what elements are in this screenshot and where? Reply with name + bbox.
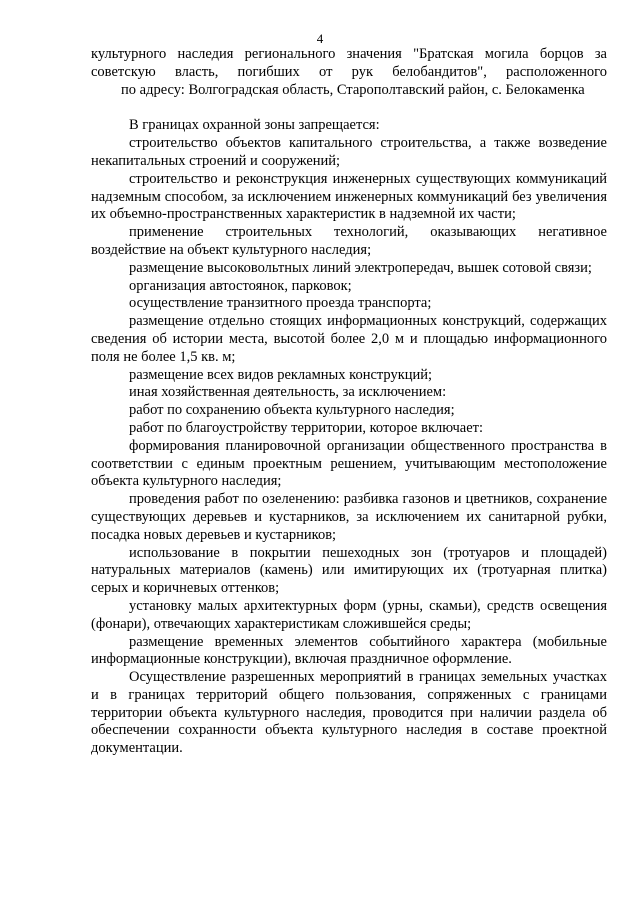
heading-address: по адресу: Волгоградская область, Старополтавский район, с. Белокаменка xyxy=(121,81,585,98)
paragraph: применение строительных технологий, оказывающих негативное воздействие на объект культурного наследия; xyxy=(91,224,607,258)
paragraph: использование в покрытии пешеходных зон (тротуаров и площадей) натуральных материалов (камень) или имитирующих их (тротуарная плитка) серых и коричневых оттенков; xyxy=(91,544,607,597)
paragraph: строительство и реконструкция инженерных существующих коммуникаций надземным способом, за исключением инженерных коммуникаций без увеличения их объемно-пространственных характеристик в надземной их части; xyxy=(91,170,607,223)
paragraph: строительство объектов капитального строительства, а также возведение некапитальных строений и сооружений; xyxy=(91,135,607,169)
paragraph: формирования планировочной организации общественного пространства в соответствии с единым проектным решением, учитывающим местоположение объекта культурного наследия; xyxy=(91,437,607,490)
document-text xyxy=(91,46,607,758)
paragraph: иная хозяйственная деятельность, за исключением: xyxy=(129,384,447,401)
paragraph: установку малых архитектурных форм (урны, скамьи), средств освещения (фонари), отвечающих характеристикам сложившейся среды; xyxy=(91,597,607,632)
paragraph: осуществление транзитного проезда транспорта; xyxy=(129,295,432,312)
paragraph: работ по благоустройству территории, которое включает: xyxy=(129,419,484,436)
heading-line-1: культурного наследия регионального значения "Братская могила борцов за советскую власть, погибших от рук белобандитов", расположенного xyxy=(91,46,607,80)
spacer xyxy=(91,99,607,117)
paragraph: В границах охранной зоны запрещается: xyxy=(129,117,380,134)
paragraph: размещение временных элементов событийного характера (мобильные информационные конструкции), включая праздничное оформление. xyxy=(91,633,607,668)
paragraph: организация автостоянок, парковок; xyxy=(129,277,352,294)
page-number: 4 xyxy=(316,31,324,46)
paragraph: размещение отдельно стоящих информационных конструкций, содержащих сведения об истории места, высотой более 2,0 м и площадью информационного поля не более 1,5 кв. м; xyxy=(91,313,607,365)
paragraph: Осуществление разрешенных мероприятий в границах земельных участках и в границах территорий общего пользования, сопряженных с границами территории объекта культурного наследия, проводится при наличии раздела об обеспечении сохранности объекта культурного наследия в составе проектной документации. xyxy=(91,669,607,757)
paragraph: работ по сохранению объекта культурного наследия; xyxy=(129,402,455,419)
paragraph: проведения работ по озеленению: разбивка газонов и цветников, сохранение существующих деревьев и кустарников, за исключением их санитарной рубки, посадка новых деревьев и кустарников; xyxy=(91,491,607,543)
paragraph: размещение высоковольтных линий электропередач, вышек сотовой связи; xyxy=(129,259,592,276)
paragraph: размещение всех видов рекламных конструкций; xyxy=(129,366,433,383)
